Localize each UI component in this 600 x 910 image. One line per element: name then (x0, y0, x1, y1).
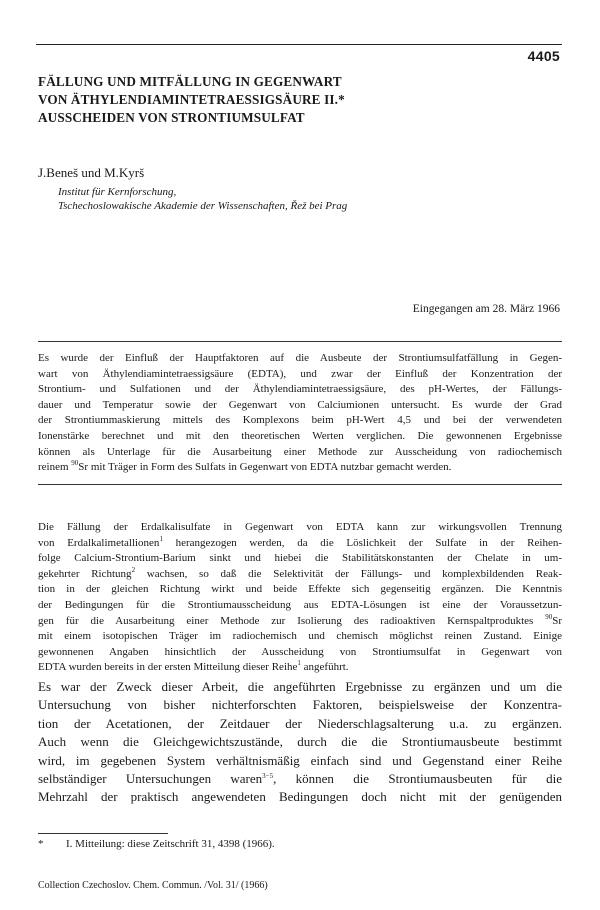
journal-footer: Collection Czechoslov. Chem. Commun. /Vol. 31/ (1966) (38, 880, 268, 891)
abstract-line: wart von Äthylendiamintetraessigsäure (EDTA), und zwar der Einfluß der Konzentration der (38, 367, 562, 380)
intro-line: folge Calcium-Strontium-Barium sinkt und hiebei die Stabilitätskonstanten der Chelate in um- (38, 552, 562, 565)
intro-line: tion in der gleichen Richtung wirkt und beide Effekte sich gegenseitig ergänzen. Die Kenntnis (38, 583, 562, 596)
abstract-line: Strontium- und Sulfationen und der Äthylendiamintetraessigsäure, des pH-Wertes, der Fällungs- (38, 383, 562, 396)
reference-superscript: 2 (131, 565, 136, 574)
reference-superscript: 1 (297, 659, 301, 668)
article-title (38, 73, 568, 127)
received-date: Eingegangen am 28. März 1966 (412, 303, 560, 315)
abstract-line: Es wurde der Einfluß der Hauptfaktoren auf die Ausbeute der Strontiumsulfatfällung in Gegen- (38, 352, 562, 364)
abstract-text: reinem (38, 461, 72, 474)
body-line: Mehrzahl der praktisch angewendeten Bedingungen doch nicht mit der genügenden (38, 789, 562, 805)
body-text: selbständiger Untersuchungen waren (38, 771, 263, 787)
intro-text: angeführt. (300, 661, 349, 674)
abstract (38, 351, 562, 476)
footnote-rule (38, 833, 168, 834)
intro-line (38, 536, 562, 552)
intro-line: Die Fällung der Erdalkalisulfate in Gegenwart von EDTA kann zur wirkungsvollen Trennung (38, 521, 562, 533)
body-line: tion der Acetationen, der Zeitdauer der Niederschlagsalterung u.a. zu ergänzen. (38, 715, 562, 731)
intro-text: von Erdalkalimetallionen (38, 536, 160, 549)
superscript: 90 (71, 459, 79, 468)
abstract-text: Sr mit Träger in Form des Sulfats in Gegenwart von EDTA nutzbar gemacht werden. (78, 461, 452, 474)
intro-line: gewonnenen Angaben hinsichtlich der Ausscheidung von Strontiumsulfat in Gegenwart von (38, 645, 562, 658)
footnote-mark: * (38, 838, 44, 850)
body-line: Es war der Zweck dieser Arbeit, die angeführten Ergebnisse zu ergänzen und um die (38, 679, 562, 694)
body-text: , können die Strontiumausbeuten für die (273, 771, 562, 787)
body-line: Auch wenn die Gleichgewichtszustände, durch die die Strontiumausbeute bestimmt (38, 734, 562, 750)
affiliation-line: Institut für Kernforschung, (58, 186, 177, 198)
body-line (38, 770, 562, 788)
abstract-line: dauer und Temperatur sowie der Gegenwart von Calciumionen untersucht. Es wurde der Grad (38, 398, 562, 411)
intro-text: gen für die Ausarbeitung einer Methode zur Isolierung des radioaktiven Kernspaltproduktes (38, 614, 546, 627)
affiliation (58, 185, 347, 213)
abstract-line (38, 460, 562, 476)
intro-line: mit einem isotopischen Träger im radiochemisch und chemisch möglichst reinen Zustand. Einige (38, 630, 562, 643)
footnote-text: I. Mitteilung: diese Zeitschrift 31, 4398 (1966). (66, 838, 275, 850)
body-line: wird, im gegebenen System verhältnismäßig einfach sind und Gegenstand einer Reihe (38, 752, 562, 768)
intro-paragraph (38, 520, 562, 676)
isotope-superscript: 90 (545, 612, 553, 621)
intro-text: Sr (552, 614, 562, 627)
title-line: VON ÄTHYLENDIAMINTETRAESSIGSÄURE II.* (38, 92, 345, 107)
reference-superscript: 1 (159, 534, 163, 543)
abstract-line: der Strontiummaskierung mittels des Komplexons beim pH-Wert 4,5 und bei der verwendeten (38, 414, 562, 427)
footnote (38, 838, 275, 850)
intro-text: EDTA wurden bereits in der ersten Mitteilung dieser Reihe (38, 661, 298, 674)
abstract-line: Ionenstärke berechnet und mit den theoretischen Werten verglichen. Die gewonnenen Ergebnisse (38, 429, 562, 442)
page-number: 4405 (527, 48, 560, 64)
intro-line (38, 660, 562, 676)
intro-line (38, 614, 562, 630)
title-line: AUSSCHEIDEN VON STRONTIUMSULFAT (38, 110, 305, 125)
body-paragraph (38, 678, 562, 807)
intro-line (38, 567, 562, 583)
intro-line: der Bedingungen für die Strontiumausscheidung aus EDTA-Lösungen ist eine der Voraussetzun- (38, 598, 562, 611)
reference-superscript: 3−5 (262, 772, 274, 781)
affiliation-line: Tschechoslowakische Akademie der Wissenschaften, Řež bei Prag (58, 200, 348, 212)
abstract-line: können als Unterlage für die Ausarbeitung einer Methode zur Ausscheidung von radiochemisch (38, 445, 562, 458)
intro-text: wachsen, so daß die Selektivität der Fällungs- und komplexbildenden Reak- (135, 567, 562, 580)
authors: J.Beneš und M.Kyrš (38, 165, 145, 180)
intro-text: gekehrter Richtung (38, 567, 132, 580)
header-rule (36, 44, 562, 45)
body-line: Untersuchung von bisher nichterforschten Faktoren, beispielsweise der Konzentra- (38, 697, 562, 713)
title-line: FÄLLUNG UND MITFÄLLUNG IN GEGENWART (38, 74, 342, 89)
intro-text: herangezogen werden, da die Löslichkeit der Sulfate in der Reihen- (162, 536, 562, 549)
